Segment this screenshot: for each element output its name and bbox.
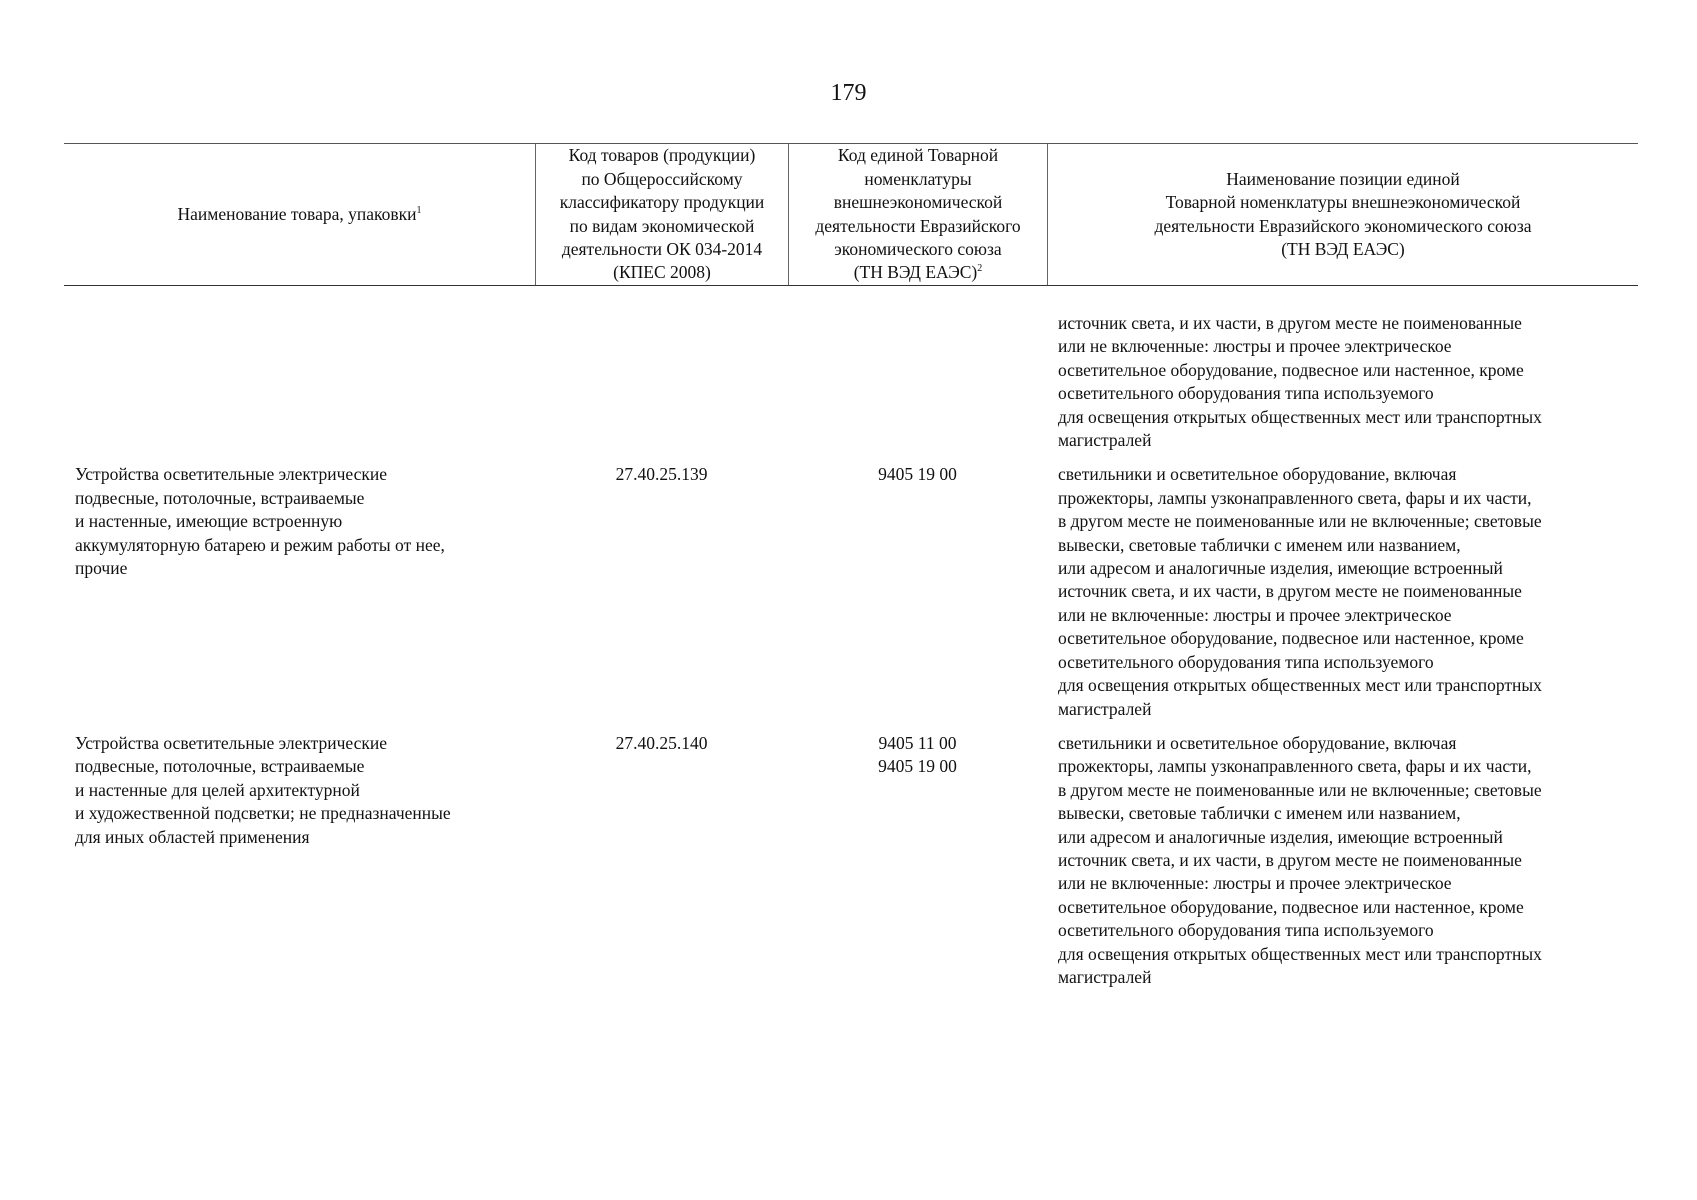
footnote-marker-2: 2 — [977, 263, 983, 275]
table-body — [64, 286, 1638, 989]
classification-table — [64, 143, 1638, 989]
cell-okpd-code: 27.40.25.140 — [615, 732, 708, 753]
table-row — [64, 732, 1638, 989]
header-tnved-description-text: Наименование позиции единой Товарной номенклатуры внешнеэкономической деятельности Евразийского экономического союза (ТН ВЭД ЕАЭС) — [1154, 168, 1532, 259]
table-header — [64, 143, 1638, 286]
cell-okpd-code: 27.40.25.139 — [615, 464, 708, 485]
cell-tnved-description: светильники и осветительное оборудование, включая прожекторы, лампы узконаправленного света, фары и их части, в другом месте не поименованные или не включенные; световые вывески, световые таблички с именем или названием, или адресом и аналогичные изделия, имеющие встроенный источник света, и их части, в другом месте не поименованные или не включенные: люстры и прочее электрическое осветительное оборудование, подвесное или настенное, кроме осветительного оборудования типа используемого для освещения открытых общественных мест или транспортных магистралей — [1058, 464, 1542, 719]
table-row — [64, 463, 1638, 720]
header-product-name-text: Наименование товара, упаковки — [177, 203, 417, 224]
header-okpd-code-text: Код товаров (продукции) по Общероссийскому классификатору продукции по видам экономической деятельности ОК 034-2014 (КПЕС 2008) — [559, 145, 765, 283]
cell-product-name — [64, 312, 535, 452]
header-okpd-code — [535, 144, 788, 285]
table-row — [64, 312, 1638, 452]
page-number: 179 — [830, 80, 867, 106]
footnote-marker-1: 1 — [416, 204, 422, 216]
cell-tnved-description: светильники и осветительное оборудование, включая прожекторы, лампы узконаправленного света, фары и их части, в другом месте не поименованные или не включенные; световые вывески, световые таблички с именем или названием, или адресом и аналогичные изделия, имеющие встроенный источник света, и их части, в другом месте не поименованные или не включенные: люстры и прочее электрическое осветительное оборудование, подвесное или настенное, кроме осветительного оборудования типа используемого для освещения открытых общественных мест или транспортных магистралей — [1058, 732, 1542, 987]
cell-product-name: Устройства осветительные электрические подвесные, потолочные, встраиваемые и настенные, имеющие встроенную аккумуляторную батарею и режим работы от нее, прочие — [75, 464, 445, 579]
cell-okpd-code — [535, 312, 788, 452]
header-tnved-description — [1047, 144, 1638, 285]
header-tnved-code-text: Код единой Товарной номенклатуры внешнеэкономической деятельности Евразийского экономического союза (ТН ВЭД ЕАЭС) — [815, 145, 1021, 283]
header-product-name — [64, 144, 535, 285]
cell-product-name: Устройства осветительные электрические подвесные, потолочные, встраиваемые и настенные для целей архитектурной и художественной подсветки; не предназначенные для иных областей применения — [75, 732, 451, 847]
cell-tnved-code: 9405 19 00 — [878, 464, 957, 485]
cell-tnved-code: 9405 11 00 9405 19 00 — [878, 732, 957, 777]
cell-tnved-code — [788, 312, 1047, 452]
cell-tnved-description: источник света, и их части, в другом месте не поименованные или не включенные: люстры и прочее электрическое осветительное оборудование, подвесное или настенное, кроме осветительного оборудования типа используемого для освещения открытых общественных мест или транспортных магистралей — [1058, 313, 1542, 451]
header-tnved-code — [788, 144, 1047, 285]
